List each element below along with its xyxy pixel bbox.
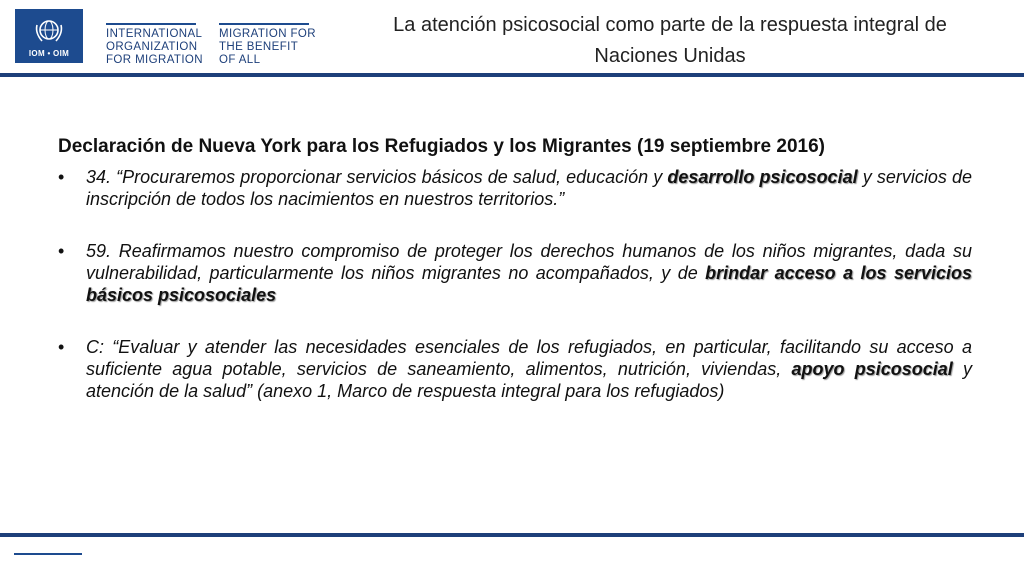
slide-content xyxy=(58,136,972,402)
header-rule xyxy=(0,73,1024,77)
logo-text: IOM • OIM xyxy=(28,49,70,58)
bullet-dot: • xyxy=(58,241,65,261)
iom-logo xyxy=(15,9,83,63)
bullet-text: 59. Reafirmamos nuestro compromiso de proteger los derechos humanos de los niños migrantes, dada su vulnerabilidad, particularmente los niños migrantes no acompañados, y de xyxy=(86,241,972,283)
slide-title: La atención psicosocial como parte de la respuesta integral de Naciones Unidas xyxy=(393,14,947,67)
bullet-item-34 xyxy=(58,166,972,210)
bullet-item-59 xyxy=(58,240,972,306)
bullet-text-end: y atención de la salud” (anexo 1, Marco de respuesta integral para los refugiados) xyxy=(86,359,972,401)
globe-laurel-icon xyxy=(34,15,64,45)
footer-rule xyxy=(0,533,1024,537)
bullet-emphasis: brindar acceso a los servicios básicos psicosociales xyxy=(86,263,973,305)
bullet-list xyxy=(58,166,972,402)
bullet-item-c xyxy=(58,336,972,402)
declaration-heading: Declaración de Nueva York para los Refugiados y los Migrantes (19 septiembre 2016) xyxy=(58,136,825,157)
bullet-text: 34. “Procuraremos proporcionar servicios básicos de salud, educación y xyxy=(86,167,668,187)
footer-mark xyxy=(14,553,82,555)
bullet-emphasis: desarrollo psicosocial xyxy=(667,167,858,187)
org-slogan xyxy=(219,10,316,67)
org-slogan-text: MIGRATION FOR THE BENEFIT OF ALL xyxy=(219,28,316,66)
org-slogan-bar xyxy=(219,23,309,25)
org-name-text: INTERNATIONAL ORGANIZATION FOR MIGRATION xyxy=(106,28,203,66)
bullet-dot: • xyxy=(58,337,65,357)
bullet-dot: • xyxy=(58,167,65,187)
bullet-text-end: y servicios de inscripción de todos los nacimientos en nuestros territorios.” xyxy=(86,167,972,209)
bullet-text: C: “Evaluar y atender las necesidades esenciales de los refugiados, en particular, facilitando su acceso a suficiente agua potable, servicios de saneamiento, alimentos, nutrición, viviendas, xyxy=(86,337,972,379)
bullet-emphasis: apoyo psicosocial xyxy=(791,359,953,379)
org-name-bar xyxy=(106,23,196,25)
org-name xyxy=(106,10,203,67)
